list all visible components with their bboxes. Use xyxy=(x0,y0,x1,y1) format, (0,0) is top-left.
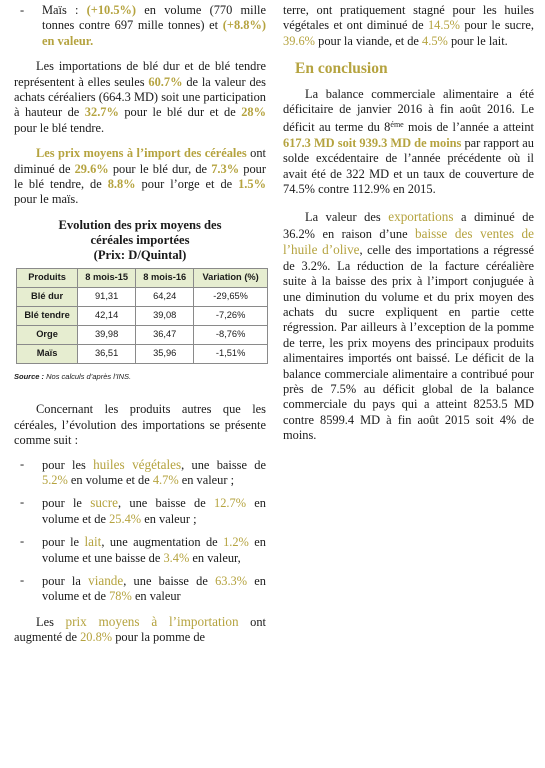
value: 32.7% xyxy=(84,105,119,120)
text: terre, ont pratiquement stagné pour les huiles végétales et ont diminué de xyxy=(283,3,534,33)
text: pour le lait. xyxy=(450,33,508,48)
table-row xyxy=(17,325,268,344)
pct-volume: (+10.5%) xyxy=(86,3,137,17)
text: pour le blé dur, de xyxy=(112,161,208,176)
keyword: viande xyxy=(88,572,124,588)
cell: Orge xyxy=(17,325,78,344)
dash-bullet: - xyxy=(20,3,25,17)
cell: 64,24 xyxy=(136,287,194,306)
cell: -8,76% xyxy=(194,325,268,344)
paragraph-importations xyxy=(14,59,266,136)
paragraph-autres-produits: Concernant les produits autres que les céréales, l’évolution des importations se présente comme suit : xyxy=(14,402,266,448)
text: mois de l’année a atteint xyxy=(408,120,534,135)
cell: 36,47 xyxy=(136,325,194,344)
header-produits: Produits xyxy=(17,268,78,287)
value: 14.5% xyxy=(427,18,460,33)
section-heading: En conclusion xyxy=(295,60,388,78)
text: en volume et de xyxy=(70,472,150,487)
text: pour la pomme de xyxy=(115,630,206,645)
superscript: éme xyxy=(390,120,404,130)
text: en volume et de xyxy=(42,573,266,604)
value: 8.8% xyxy=(107,177,136,192)
list-item-huiles xyxy=(14,457,266,489)
value: 20.8% xyxy=(80,630,113,645)
value: 63.3% xyxy=(215,573,248,588)
price-table xyxy=(16,268,268,364)
cell: 39,98 xyxy=(78,325,136,344)
keyword: exportations xyxy=(388,209,454,225)
value: 39.6% xyxy=(283,33,316,48)
keyword: prix moyens à l’importation xyxy=(65,613,239,629)
list-item-mais xyxy=(14,3,266,49)
left-column xyxy=(14,0,266,646)
keyword: baisse des ventes de l’huile d’olive xyxy=(283,225,534,258)
source-label: Source : xyxy=(14,371,45,381)
paragraph-exportations xyxy=(283,209,534,443)
item-label: Maïs : xyxy=(42,3,79,17)
cell: 91,31 xyxy=(78,287,136,306)
cell: 42,14 xyxy=(78,306,136,325)
source-text: Nos calculs d’après l’INS. xyxy=(46,371,132,381)
text: pour le blé tendre. xyxy=(14,120,105,135)
table-source xyxy=(14,369,266,384)
cell: 36,51 xyxy=(78,344,136,363)
dash-bullet: - xyxy=(20,572,25,587)
text: en valeur ; xyxy=(144,511,197,526)
text: pour le maïs. xyxy=(14,192,79,207)
value: 29.6% xyxy=(74,161,109,176)
text: pour la xyxy=(42,573,81,588)
text: en valeur, xyxy=(192,550,241,565)
value: 1.5% xyxy=(238,177,266,192)
text: Les importations de blé dur et de blé tendre représentent à elles seules xyxy=(14,59,266,89)
right-column xyxy=(283,0,534,444)
cell: -7,26% xyxy=(194,306,268,325)
table-title-line: Evolution des prix moyens des xyxy=(58,217,222,232)
table-header-row xyxy=(17,268,268,287)
header-variation: Variation (%) xyxy=(194,268,268,287)
value: 60.7% xyxy=(148,74,183,89)
cell: Blé dur xyxy=(17,287,78,306)
paragraph-prix-cereales xyxy=(14,146,266,208)
dash-bullet: - xyxy=(20,495,25,510)
text: , une augmentation de xyxy=(101,535,218,550)
table-row xyxy=(17,344,268,363)
cell: 35,96 xyxy=(136,344,194,363)
text: en valeur. xyxy=(42,33,94,48)
header-8-mois-16: 8 mois-16 xyxy=(136,268,194,287)
dash-bullet: - xyxy=(20,534,25,549)
text: ont augmenté de xyxy=(14,614,266,645)
text: , celle des importations a régressé de 3.2%. La réduction de la facture céréalière suite à la baisse des prix à l’import conjuguée à une diminution du volume et du prix moyen des achats du sucre expliquent en partie cette régression. Par ailleurs à l’exception de la pomme de terre, les prix moyens des principaux produits alimentaires importés ont baissé. Le déficit de la balance commerciale alimentaire a contribué pour près de 7.5% au déficit global de la balance commerciale du pays qui a atteint 8253.5 MD contre 8599.4 MD à fin août 2015 soit 4% de moins. xyxy=(283,243,534,443)
keyword: lait xyxy=(84,534,102,550)
value: 5.2% xyxy=(42,472,68,487)
value: 25.4% xyxy=(109,511,142,526)
text: de la valeur des achats céréaliers (664.3 MD) soit une participation à hauteur de xyxy=(14,74,266,120)
cell: -1,51% xyxy=(194,344,268,363)
text: a diminué de 36.2% en raison d’une xyxy=(283,210,534,241)
text: , une baisse de xyxy=(181,457,266,472)
text: pour le blé dur et de xyxy=(124,105,236,120)
text: Les xyxy=(36,614,54,629)
keyword: sucre xyxy=(90,495,119,511)
table-title-line: (Prix: D/Quintal) xyxy=(93,247,187,262)
text: en volume et de xyxy=(42,496,266,526)
list-item-lait xyxy=(14,534,266,566)
text: pour l’orge et de xyxy=(141,177,233,192)
text: , une baisse de xyxy=(123,573,208,588)
list-item-sucre xyxy=(14,495,266,527)
paragraph-prix-importation xyxy=(14,614,266,646)
dash-bullet: - xyxy=(20,456,25,471)
table-title xyxy=(14,218,266,263)
cell: 39,08 xyxy=(136,306,194,325)
text: La balance commerciale alimentaire a été déficitaire de janvier 2016 à fin août 2016. Le déficit au terme du 8 xyxy=(283,86,534,135)
value: 78% xyxy=(109,589,132,604)
cell: Maïs xyxy=(17,344,78,363)
text: pour les xyxy=(42,457,86,472)
value: 28% xyxy=(241,105,266,120)
value: 1.2% xyxy=(223,535,249,550)
cell: -29,65% xyxy=(194,287,268,306)
text: pour le xyxy=(42,535,80,550)
text: par rapport au solde excédentaire de l’année précédente où il avait été de 322 MD et un taux de couverture de 74.5% contre 112.9% en 2015. xyxy=(283,135,535,197)
text: , une baisse de xyxy=(118,496,206,511)
cell: Blé tendre xyxy=(17,306,78,325)
value: 7.3% xyxy=(211,161,240,176)
text: pour le xyxy=(42,496,82,511)
text: en volume et une baisse de xyxy=(42,535,266,565)
text: ont diminué de xyxy=(14,146,266,176)
list-item-viande xyxy=(14,573,266,605)
text: La valeur des xyxy=(305,210,381,225)
text: en volume (770 mille tonnes contre 697 mille tonnes) et xyxy=(42,3,266,33)
table-row xyxy=(17,306,268,325)
keyword: huiles végétales xyxy=(93,456,182,472)
header-8-mois-15: 8 mois-15 xyxy=(78,268,136,287)
text: pour le blé tendre, de xyxy=(14,161,266,192)
value: 4.5% xyxy=(422,33,448,48)
value: 3.4% xyxy=(163,550,190,565)
paragraph-continuation xyxy=(283,3,534,49)
paragraph-conclusion xyxy=(283,87,534,198)
value: 4.7% xyxy=(152,472,179,487)
text: en valeur ; xyxy=(181,472,235,487)
lead-text: Les prix moyens à l’import des céréales xyxy=(36,146,247,161)
table-title-line: céréales importées xyxy=(90,232,190,247)
text: pour la viande, et de xyxy=(318,33,419,48)
pct-valeur: (+8.8%) xyxy=(222,18,266,33)
value: 617.3 MD soit 939.3 MD de moins xyxy=(283,135,462,150)
text: en valeur xyxy=(134,589,181,604)
value: 12.7% xyxy=(214,496,247,511)
text: pour le sucre, xyxy=(464,18,534,33)
table-row xyxy=(17,287,268,306)
